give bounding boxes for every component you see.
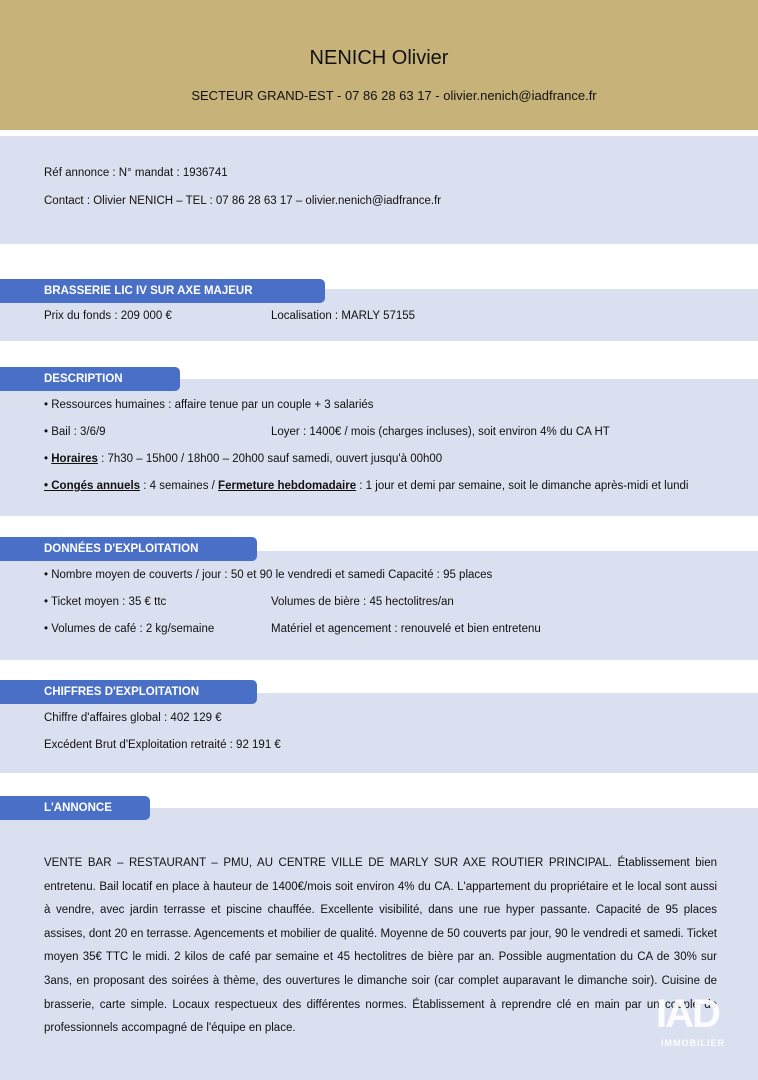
agent-name: NENICH Olivier bbox=[309, 47, 449, 69]
ref-contact: Contact : Olivier NENICH – TEL : 07 86 28 63 17 – olivier.nenich@iadfrance.fr bbox=[44, 195, 442, 207]
conges bbox=[44, 480, 688, 492]
ebe: Excédent Brut d'Exploitation retraité : 92 191 € bbox=[44, 739, 281, 751]
loyer: Loyer : 1400€ / mois (charges incluses), soit environ 4% du CA HT bbox=[271, 426, 610, 438]
logo-subtitle: IMMOBILIER bbox=[661, 1038, 725, 1048]
donnees-title: DONNÉES D'EXPLOITATION bbox=[0, 537, 257, 561]
conges-value: : 4 semaines / bbox=[140, 480, 219, 492]
volumes-biere: Volumes de bière : 45 hectolitres/an bbox=[271, 596, 454, 608]
prix-fonds: Prix du fonds : 209 000 € bbox=[44, 310, 172, 322]
ressources-humaines: • Ressources humaines : affaire tenue par un couple + 3 salariés bbox=[44, 399, 374, 411]
chiffres-section bbox=[0, 693, 758, 773]
reference-section bbox=[0, 136, 758, 244]
horaires-label: Horaires bbox=[51, 453, 98, 465]
chiffres-title: CHIFFRES D'EXPLOITATION bbox=[0, 680, 257, 704]
bullet: • bbox=[44, 480, 52, 492]
fermeture-value: : 1 jour et demi par semaine, soit le dimanche après-midi et lundi bbox=[356, 480, 689, 492]
header-banner bbox=[0, 0, 758, 130]
fermeture-label: Fermeture hebdomadaire bbox=[218, 480, 357, 492]
bullet: • bbox=[44, 453, 52, 465]
ticket-moyen: • Ticket moyen : 35 € ttc bbox=[44, 596, 167, 608]
materiel: Matériel et agencement : renouvelé et bien entretenu bbox=[271, 623, 541, 635]
iad-logo bbox=[656, 992, 742, 1052]
annonce-text: VENTE BAR – RESTAURANT – PMU, AU CENTRE VILLE DE MARLY SUR AXE ROUTIER PRINCIPAL. Établissement bien entretenu. Bail locatif en place à hauteur de 1400€/mois soit environ 4% du CA. L'appartement du propriétaire et le local sont aussi à vendre, avec jardin terrasse et piscine chauffée. Excellente visibilité, dans une rue hyper passante. Capacité de 95 places assises, dont 20 en terrasse. Agencements et mobilier de qualité. Moyenne de 50 couverts par jour, 90 le vendredi et samedi. Ticket moyen 35€ TTC le midi. 2 kilos de café par semaine et 45 hectolitres de bière par an. Possible augmentation du CA de 30% sur 3ans, en proposant des soirées à thème, des ouvertures le dimanche soir (car complet auparavant le dimanche soir). Cuisine de brasserie, carte simple. Locaux respectueux des différentes normes. Établissement à reprendre clé en main par un couple de professionnels accompagné de l'équipe en place. bbox=[44, 857, 717, 1035]
conges-label: Congés annuels bbox=[51, 480, 141, 492]
chiffre-affaires: Chiffre d'affaires global : 402 129 € bbox=[44, 712, 222, 724]
horaires-value: : 7h30 – 15h00 / 18h00 – 20h00 sauf samedi, ouvert jusqu'à 00h00 bbox=[97, 453, 443, 465]
description-title: DESCRIPTION bbox=[0, 367, 180, 391]
logo-word: IAD bbox=[656, 992, 719, 1036]
volumes-cafe: • Volumes de café : 2 kg/semaine bbox=[44, 623, 215, 635]
bail: • Bail : 3/6/9 bbox=[44, 426, 106, 438]
annonce-title: L'ANNONCE bbox=[0, 796, 150, 820]
agent-contact: SECTEUR GRAND-EST - 07 86 28 63 17 - olivier.nenich@iadfrance.fr bbox=[191, 88, 597, 103]
brasserie-title: BRASSERIE LIC IV SUR AXE MAJEUR bbox=[0, 279, 325, 303]
ref-mandat: Réf annonce : N° mandat : 1936741 bbox=[44, 167, 228, 179]
horaires bbox=[44, 453, 442, 465]
couverts: • Nombre moyen de couverts / jour : 50 et 90 le vendredi et samedi Capacité : 95 places bbox=[44, 569, 493, 581]
localisation: Localisation : MARLY 57155 bbox=[271, 310, 416, 322]
